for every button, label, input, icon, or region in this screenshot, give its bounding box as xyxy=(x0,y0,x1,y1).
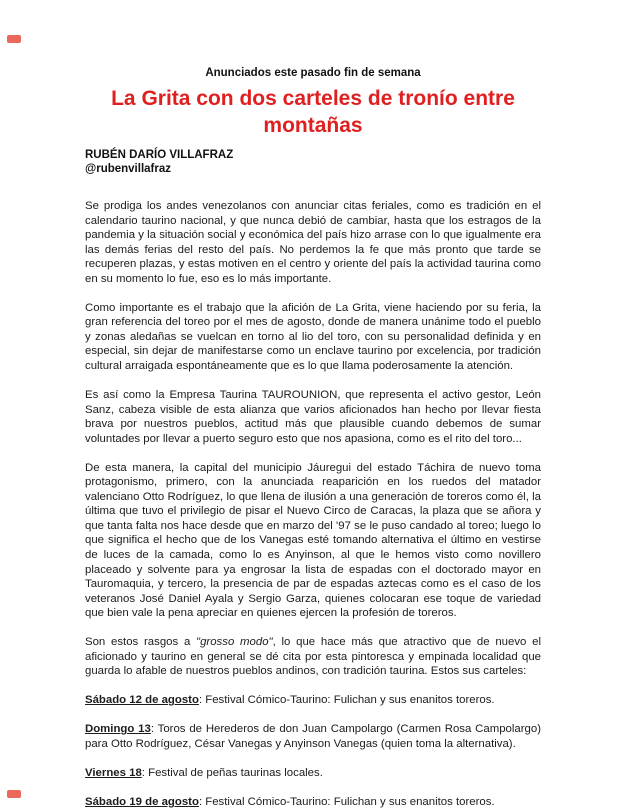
schedule-item-date: Sábado 19 de agosto xyxy=(85,796,199,809)
schedule-item-date: Viernes 18 xyxy=(85,767,142,779)
author-name: RUBÉN DARÍO VILLAFRAZ xyxy=(85,149,234,161)
schedule-item-description: : Festival Cómico-Taurino: Fulichan y sus enanitos toreros. xyxy=(198,694,495,707)
schedule-list xyxy=(85,693,541,809)
paragraph-3: Es así como la Empresa Taurina TAUROUNION, que representa el activo gestor, León Sanz, cabeza visible de esta alianza que varios aficionados han hecho por llevar fiesta brava por nuestros pueblos, actitud más que plausible cuando debemos de sumar voluntades por llevar a puerto seguro esto que nos apasiona, como es el rito del toro... xyxy=(85,389,541,445)
schedule-item-description: : Festival de peñas taurinas locales. xyxy=(141,767,323,779)
paragraph-1: Se prodiga los andes venezolanos con anunciar citas feriales, como es tradición en el calendario taurino nacional, y que nunca debió de cambiar, hasta que los estragos de la pandemia y la situación social y económica del país hizo arrase con lo que igualmente era las demás ferias del resto del país. No perdemos la fe que más pronto que tarde se recuperen plazas, y estas motiven en el centro y oriente del país la actividad taurina como en su momento lo fue, eso es lo más importante. xyxy=(85,200,541,285)
paragraph-2: Como importante es el trabajo que la afición de La Grita, viene haciendo por su feria, la gran referencia del toreo por el mes de agosto, donde de manera unánime todo el pueblo y zonas aledañas se vuelcan en torno al lio del toro, con su personalidad definida y en especial, sin dejar de manifestarse como un enclave taurino por excelencia, por tradición cultural arraigada espontáneamente que es lo que llama poderosamente la atención. xyxy=(85,301,541,372)
article-content xyxy=(85,66,541,809)
article-byline xyxy=(85,148,541,176)
author-handle: @rubenvillafraz xyxy=(85,163,171,175)
article-title: La Grita con dos carteles de tronío entre montañas xyxy=(111,87,515,137)
article-body xyxy=(85,199,541,809)
paragraph-5-italic-phrase: "grosso modo" xyxy=(196,636,273,649)
schedule-item-date: Domingo 13 xyxy=(85,723,151,736)
paragraph-5-suffix: , lo que hace más que atractivo que de nuevo el aficionado y taurino en general se dé cita por esta pintoresca y empinada localidad que guarda lo afable de nuestros pueblos andinos, con tradición taurina. Estos sus carteles: xyxy=(85,636,542,678)
paragraph-5 xyxy=(85,635,541,679)
schedule-item-saturday-12 xyxy=(85,693,541,708)
corner-mark-top xyxy=(7,35,21,43)
schedule-item-description: : Festival Cómico-Taurino: Fulichan y sus enanitos toreros. xyxy=(198,796,495,809)
schedule-item-friday-18 xyxy=(85,766,541,781)
paragraph-5-prefix: Son estos rasgos a xyxy=(85,636,197,649)
schedule-item-sunday-13 xyxy=(85,722,541,751)
corner-mark-bottom xyxy=(7,790,21,798)
schedule-item-description: : Toros de Herederos de don Juan Campolargo (Carmen Rosa Campolargo) para Otto Rodríguez, César Vanegas y Anyinson Vanegas (quien toma la alternativa). xyxy=(85,723,541,750)
schedule-item-saturday-19 xyxy=(85,795,541,809)
schedule-item-date: Sábado 12 de agosto xyxy=(85,694,199,707)
paragraph-4: De esta manera, la capital del municipio Jáuregui del estado Táchira de nuevo toma protagonismo, primero, con la anunciada reaparición en los ruedos del matador valenciano Otto Rodríguez, lo que llena de ilusión a una generación de toreros como él, la última que tuvo el privilegio de pisar el Nuevo Circo de Caracas, la plaza que se añora y que tanta falta nos hace desde que en marzo del '97 se le puso candado al toreo; luego lo que significa el hecho que de los Vanegas esté tomando alternativa el último en vestirse de luces de la camada, como lo es Anyinson, al que le hemos visto como novillero placeado y solvente para ya engrosar la lista de espadas con el doctorado mayor en Tauromaquia, y tercero, la presencia de par de espadas aztecas como es el caso de los veteranos José Daniel Ayala y Sergio Garza, quienes colocaran ese toque de variedad que bien vale la pena apreciar en quienes ejercen la profesión de toreros. xyxy=(85,461,541,620)
article-kicker: Anunciados este pasado fin de semana xyxy=(205,67,421,79)
